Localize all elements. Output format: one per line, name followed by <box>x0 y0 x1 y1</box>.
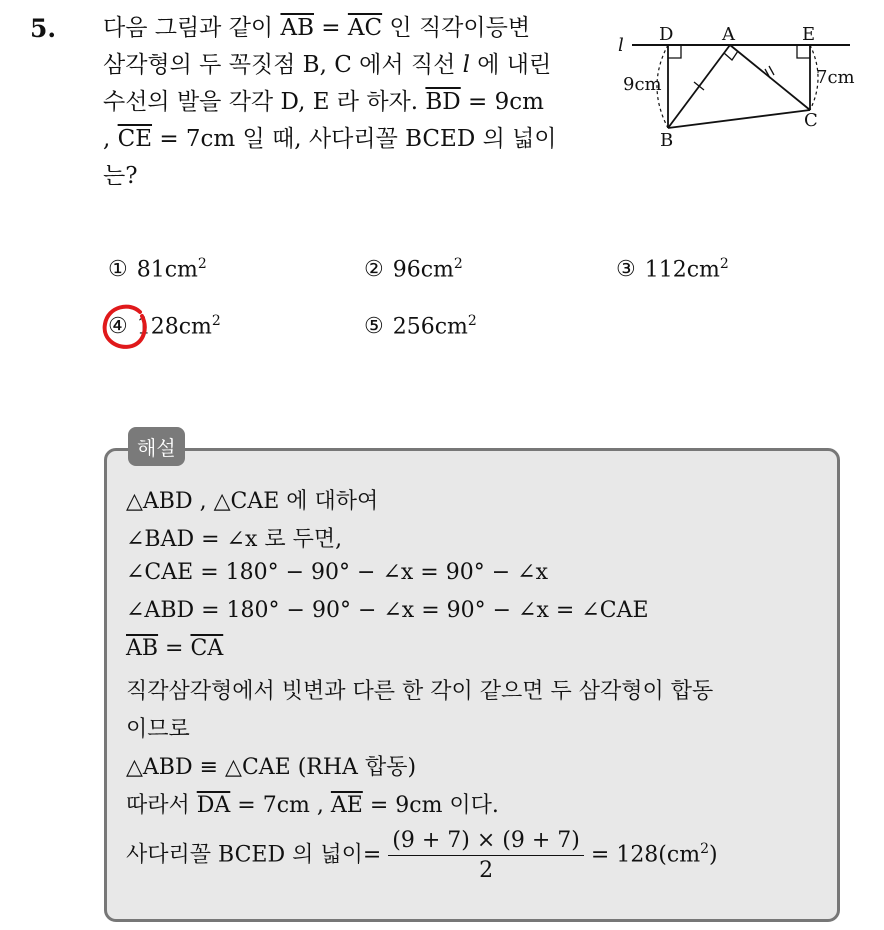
label-d: D <box>659 24 674 45</box>
right-angle-e <box>797 45 810 58</box>
label-9cm: 9cm <box>623 74 662 95</box>
solution-tag: 해설 <box>128 427 185 466</box>
segment-bc <box>668 110 810 128</box>
solution-line-5: 직각삼각형에서 빗변과 다른 한 각이 같으면 두 삼각형이 합동 <box>126 679 714 704</box>
question-number: 5. <box>30 14 57 43</box>
choice-2[interactable]: ② $96cm^2$ <box>364 256 463 283</box>
answer-circle-mark <box>100 302 150 352</box>
solution-line-7: △ABD ≡ △CAE (RHA 합동) <box>126 755 417 780</box>
question-line-4: , $\overline{CE} = 7cm$ 일 때, 사다리꼴 BCED 의 넓이 <box>103 126 557 152</box>
solution-line-3: ∠CAE = 180° − 90° − ∠x = 90° − ∠x <box>126 560 548 585</box>
geometry-figure <box>612 18 862 158</box>
right-angle-a <box>724 51 738 60</box>
label-b: B <box>660 130 674 151</box>
solution-line-6: 이므로 <box>126 717 190 742</box>
solution-line-4: ∠ABD = 180° − 90° − ∠x = 90° − ∠x = ∠CAE <box>126 598 649 623</box>
choice-5[interactable]: ⑤ $256cm^2$ <box>364 313 477 340</box>
solution-line-ab-ca: $\overline{AB} = \overline{CA}$ <box>126 636 224 661</box>
choice-1[interactable]: ① $81cm^2$ <box>108 256 207 283</box>
choice-3[interactable]: ③ $112cm^2$ <box>616 256 729 283</box>
label-7cm: 7cm <box>816 67 855 88</box>
question-line-5: 는? <box>103 163 138 189</box>
solution-line-da-ae: 따라서 $\overline{DA} = 7cm$ , $\overline{AE} = 9cm$ 이다. <box>126 793 499 818</box>
label-a: A <box>722 24 735 45</box>
question-line-3: 수선의 발을 각각 D, E 라 하자. $\overline{BD} = 9cm$ <box>103 89 544 115</box>
question-line-2: 삼각형의 두 꼭짓점 B, C 에서 직선 l 에 내린 <box>103 52 552 78</box>
question-text <box>103 10 603 195</box>
solution-line-1: △ABD , △CAE 에 대하여 <box>126 489 379 514</box>
choice-4[interactable]: ④ $128cm^2$ <box>108 313 221 340</box>
label-c: C <box>804 110 818 131</box>
question-line-1: 다음 그림과 같이 $\overline{AB} = \overline{AC}$ 인 직각이등변 <box>103 15 531 41</box>
tick-ac-2 <box>769 66 774 75</box>
solution-line-area: 사다리꼴 BCED 의 넓이= $\frac{(9 + 7) \times (9 + 7)}{2}$ = $128(cm^2)$ <box>126 828 718 883</box>
right-angle-d <box>668 45 681 58</box>
label-e: E <box>802 24 816 45</box>
area-fraction: $\frac{(9 + 7) \times (9 + 7)}{2}$ <box>388 828 584 883</box>
solution-line-2: ∠BAD = ∠x 로 두면, <box>126 527 343 552</box>
label-l: l <box>618 35 624 56</box>
